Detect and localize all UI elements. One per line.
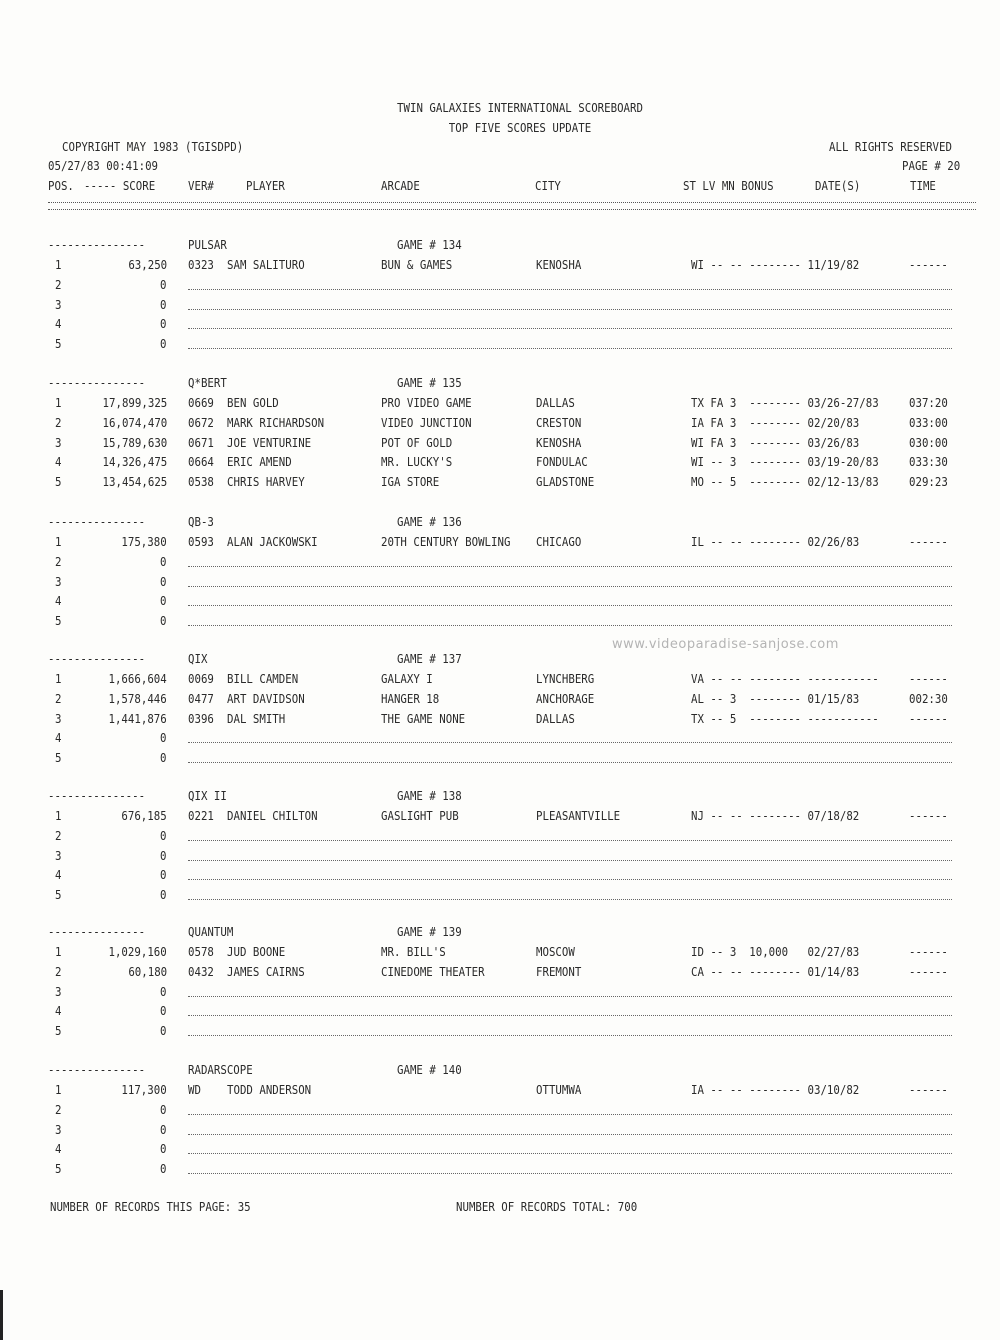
entry-pos: 4 xyxy=(55,454,62,470)
entry-score: 1,441,876 xyxy=(108,710,167,726)
entry-player: TODD ANDERSON xyxy=(227,1082,312,1097)
game-name: QB-3 xyxy=(188,514,214,529)
entry-city: KENOSHA xyxy=(536,434,582,450)
entry-ver: 0432 xyxy=(188,963,214,979)
entry-player: JAMES CAIRNS xyxy=(227,963,305,979)
game-number: GAME # 140 xyxy=(397,1062,462,1077)
section-dashes: --------------- xyxy=(48,651,146,666)
records-total: NUMBER OF RECORDS TOTAL: 700 xyxy=(456,1199,638,1214)
empty-row-dots xyxy=(188,605,952,606)
empty-pos: 2 xyxy=(55,553,62,569)
empty-row-dots xyxy=(188,289,952,290)
empty-pos: 3 xyxy=(55,847,62,863)
empty-row-dots xyxy=(188,840,952,841)
empty-score: 0 xyxy=(160,847,167,863)
entry-arcade: PRO VIDEO GAME xyxy=(381,395,472,410)
empty-pos: 2 xyxy=(55,276,62,292)
entry-player: BILL CAMDEN xyxy=(227,671,299,686)
entry-pos: 1 xyxy=(55,534,62,549)
page-number: PAGE # 20 xyxy=(902,158,961,173)
game-number: GAME # 134 xyxy=(397,237,462,252)
header-divider xyxy=(48,202,976,210)
empty-row-dots xyxy=(188,1173,952,1174)
empty-pos: 5 xyxy=(55,887,62,903)
entry-time: ------ xyxy=(909,944,948,959)
empty-score: 0 xyxy=(160,730,167,746)
entry-player: BEN GOLD xyxy=(227,395,279,410)
entry-city: DALLAS xyxy=(536,395,575,410)
entry-score: 175,380 xyxy=(121,534,167,549)
empty-row-dots xyxy=(188,566,952,567)
entry-pos: 2 xyxy=(55,690,62,706)
entry-score: 63,250 xyxy=(128,257,167,272)
game-number: GAME # 135 xyxy=(397,375,462,390)
entry-ver: 0221 xyxy=(188,808,214,823)
game-name: PULSAR xyxy=(188,237,227,252)
entry-time: ------ xyxy=(909,710,948,726)
entry-pos: 5 xyxy=(55,474,62,490)
empty-score: 0 xyxy=(160,750,167,766)
entry-score: 15,789,630 xyxy=(102,434,167,450)
entry-ver: 0477 xyxy=(188,690,214,706)
empty-pos: 5 xyxy=(55,613,62,629)
entry-player: CHRIS HARVEY xyxy=(227,474,305,490)
empty-row-dots xyxy=(188,1134,952,1135)
entry-ver: 0671 xyxy=(188,434,214,450)
col-pos: POS. xyxy=(48,178,74,193)
empty-row-dots xyxy=(188,625,952,626)
entry-st-lv-mn-bonus-date: WI -- 3 -------- 03/19-20/83 xyxy=(691,454,879,470)
empty-score: 0 xyxy=(160,983,167,999)
scan-edge-mark xyxy=(0,1290,3,1340)
section-dashes: --------------- xyxy=(48,375,146,390)
empty-row-dots xyxy=(188,899,952,900)
entry-arcade: MR. BILL'S xyxy=(381,944,446,959)
empty-pos: 5 xyxy=(55,750,62,766)
game-name: QIX II xyxy=(188,788,227,803)
entry-ver: 0672 xyxy=(188,414,214,430)
entry-pos: 2 xyxy=(55,963,62,979)
entry-player: ALAN JACKOWSKI xyxy=(227,534,318,549)
game-number: GAME # 139 xyxy=(397,924,462,939)
entry-score: 1,666,604 xyxy=(108,671,167,686)
section-dashes: --------------- xyxy=(48,788,146,803)
entry-time: ------ xyxy=(909,671,948,686)
entry-city: PLEASANTVILLE xyxy=(536,808,621,823)
report-subtitle: TOP FIVE SCORES UPDATE xyxy=(448,120,592,135)
entry-ver: 0669 xyxy=(188,395,214,410)
entry-ver: 0664 xyxy=(188,454,214,470)
entry-city: ANCHORAGE xyxy=(536,690,595,706)
game-number: GAME # 137 xyxy=(397,651,462,666)
empty-row-dots xyxy=(188,860,952,861)
watermark-text: www.videoparadise-sanjose.com xyxy=(612,637,839,652)
entry-city: FONDULAC xyxy=(536,454,588,470)
empty-score: 0 xyxy=(160,1141,167,1157)
entry-arcade: CINEDOME THEATER xyxy=(381,963,485,979)
empty-score: 0 xyxy=(160,1003,167,1019)
empty-pos: 3 xyxy=(55,983,62,999)
entry-score: 60,180 xyxy=(128,963,167,979)
empty-score: 0 xyxy=(160,296,167,312)
entry-st-lv-mn-bonus-date: IL -- -- -------- 02/26/83 xyxy=(691,534,860,549)
entry-arcade: 20TH CENTURY BOWLING xyxy=(381,534,511,549)
empty-pos: 4 xyxy=(55,730,62,746)
entry-st-lv-mn-bonus-date: MO -- 5 -------- 02/12-13/83 xyxy=(691,474,879,490)
entry-pos: 2 xyxy=(55,414,62,430)
empty-row-dots xyxy=(188,1114,952,1115)
entry-city: FREMONT xyxy=(536,963,582,979)
entry-time: 037:20 xyxy=(909,395,948,410)
entry-pos: 1 xyxy=(55,944,62,959)
entry-pos: 1 xyxy=(55,395,62,410)
empty-pos: 4 xyxy=(55,593,62,609)
entry-time: ------ xyxy=(909,808,948,823)
section-dashes: --------------- xyxy=(48,924,146,939)
entry-st-lv-mn-bonus-date: NJ -- -- -------- 07/18/82 xyxy=(691,808,860,823)
entry-score: 1,578,446 xyxy=(108,690,167,706)
empty-pos: 4 xyxy=(55,1141,62,1157)
entry-city: KENOSHA xyxy=(536,257,582,272)
empty-pos: 3 xyxy=(55,573,62,589)
entry-pos: 1 xyxy=(55,808,62,823)
entry-ver: WD xyxy=(188,1082,201,1097)
entry-time: 033:30 xyxy=(909,454,948,470)
entry-player: SAM SALITURO xyxy=(227,257,305,272)
empty-pos: 3 xyxy=(55,1121,62,1137)
section-dashes: --------------- xyxy=(48,1062,146,1077)
empty-score: 0 xyxy=(160,336,167,352)
col-arcade: ARCADE xyxy=(381,178,420,193)
entry-city: CHICAGO xyxy=(536,534,582,549)
entry-st-lv-mn-bonus-date: CA -- -- -------- 01/14/83 xyxy=(691,963,860,979)
entry-city: CRESTON xyxy=(536,414,582,430)
entry-ver: 0323 xyxy=(188,257,214,272)
entry-score: 14,326,475 xyxy=(102,454,167,470)
entry-arcade: VIDEO JUNCTION xyxy=(381,414,472,430)
empty-score: 0 xyxy=(160,867,167,883)
entry-player: ERIC AMEND xyxy=(227,454,292,470)
empty-score: 0 xyxy=(160,1101,167,1117)
game-name: QUANTUM xyxy=(188,924,234,939)
entry-pos: 3 xyxy=(55,434,62,450)
col-city: CITY xyxy=(535,178,561,193)
empty-pos: 2 xyxy=(55,827,62,843)
section-dashes: --------------- xyxy=(48,514,146,529)
empty-score: 0 xyxy=(160,553,167,569)
col-time: TIME xyxy=(910,178,936,193)
entry-arcade: IGA STORE xyxy=(381,474,440,490)
entry-arcade: HANGER 18 xyxy=(381,690,440,706)
entry-st-lv-mn-bonus-date: IA -- -- -------- 03/10/82 xyxy=(691,1082,860,1097)
entry-ver: 0069 xyxy=(188,671,214,686)
entry-time: ------ xyxy=(909,534,948,549)
empty-score: 0 xyxy=(160,827,167,843)
entry-time: ------ xyxy=(909,963,948,979)
entry-arcade: BUN & GAMES xyxy=(381,257,453,272)
empty-pos: 3 xyxy=(55,296,62,312)
entry-player: DAL SMITH xyxy=(227,710,286,726)
entry-st-lv-mn-bonus-date: TX FA 3 -------- 03/26-27/83 xyxy=(691,395,879,410)
entry-st-lv-mn-bonus-date: WI -- -- -------- 11/19/82 xyxy=(691,257,860,272)
entry-ver: 0538 xyxy=(188,474,214,490)
entry-time: 030:00 xyxy=(909,434,948,450)
entry-city: GLADSTONE xyxy=(536,474,595,490)
entry-time: ------ xyxy=(909,1082,948,1097)
game-name: QIX xyxy=(188,651,208,666)
entry-arcade: THE GAME NONE xyxy=(381,710,466,726)
entry-player: MARK RICHARDSON xyxy=(227,414,325,430)
entry-time: 002:30 xyxy=(909,690,948,706)
entry-score: 676,185 xyxy=(121,808,167,823)
entry-player: DANIEL CHILTON xyxy=(227,808,318,823)
empty-row-dots xyxy=(188,996,952,997)
game-number: GAME # 138 xyxy=(397,788,462,803)
empty-score: 0 xyxy=(160,593,167,609)
entry-pos: 1 xyxy=(55,257,62,272)
entry-ver: 0578 xyxy=(188,944,214,959)
empty-row-dots xyxy=(188,742,952,743)
empty-score: 0 xyxy=(160,887,167,903)
empty-pos: 5 xyxy=(55,336,62,352)
entry-time: 033:00 xyxy=(909,414,948,430)
entry-city: DALLAS xyxy=(536,710,575,726)
empty-row-dots xyxy=(188,348,952,349)
empty-row-dots xyxy=(188,309,952,310)
entry-pos: 1 xyxy=(55,1082,62,1097)
entry-st-lv-mn-bonus-date: VA -- -- -------- ----------- xyxy=(691,671,879,686)
entry-st-lv-mn-bonus-date: IA FA 3 -------- 02/20/83 xyxy=(691,414,860,430)
empty-score: 0 xyxy=(160,316,167,332)
entry-st-lv-mn-bonus-date: ID -- 3 10,000 02/27/83 xyxy=(691,944,860,959)
empty-pos: 4 xyxy=(55,316,62,332)
report-timestamp: 05/27/83 00:41:09 xyxy=(48,158,159,173)
empty-row-dots xyxy=(188,1035,952,1036)
empty-row-dots xyxy=(188,762,952,763)
entry-st-lv-mn-bonus-date: TX -- 5 -------- ----------- xyxy=(691,710,879,726)
empty-pos: 5 xyxy=(55,1161,62,1177)
entry-score: 117,300 xyxy=(121,1082,167,1097)
empty-score: 0 xyxy=(160,1023,167,1039)
records-this-page: NUMBER OF RECORDS THIS PAGE: 35 xyxy=(50,1199,251,1214)
report-title: TWIN GALAXIES INTERNATIONAL SCOREBOARD xyxy=(397,100,643,115)
empty-score: 0 xyxy=(160,613,167,629)
game-name: Q*BERT xyxy=(188,375,227,390)
entry-arcade: POT OF GOLD xyxy=(381,434,453,450)
entry-time: 029:23 xyxy=(909,474,948,490)
col-dates: DATE(S) xyxy=(815,178,861,193)
empty-row-dots xyxy=(188,328,952,329)
empty-row-dots xyxy=(188,879,952,880)
rights-line: ALL RIGHTS RESERVED xyxy=(829,139,952,154)
entry-score: 13,454,625 xyxy=(102,474,167,490)
empty-row-dots xyxy=(188,586,952,587)
empty-row-dots xyxy=(188,1153,952,1154)
entry-arcade: MR. LUCKY'S xyxy=(381,454,453,470)
entry-player: ART DAVIDSON xyxy=(227,690,305,706)
copyright-line: COPYRIGHT MAY 1983 (TGISDPD) xyxy=(62,139,244,154)
entry-city: MOSCOW xyxy=(536,944,575,959)
empty-pos: 2 xyxy=(55,1101,62,1117)
section-dashes: --------------- xyxy=(48,237,146,252)
entry-player: JUD BOONE xyxy=(227,944,286,959)
game-name: RADARSCOPE xyxy=(188,1062,253,1077)
entry-ver: 0396 xyxy=(188,710,214,726)
empty-pos: 4 xyxy=(55,1003,62,1019)
entry-city: LYNCHBERG xyxy=(536,671,595,686)
empty-score: 0 xyxy=(160,573,167,589)
entry-player: JOE VENTURINE xyxy=(227,434,312,450)
empty-score: 0 xyxy=(160,276,167,292)
entry-arcade: GASLIGHT PUB xyxy=(381,808,459,823)
empty-row-dots xyxy=(188,1015,952,1016)
col-st-lv-mn-bonus: ST LV MN BONUS xyxy=(683,178,774,193)
col-score: ----- SCORE xyxy=(84,178,156,193)
game-number: GAME # 136 xyxy=(397,514,462,529)
entry-time: ------ xyxy=(909,257,948,272)
empty-pos: 4 xyxy=(55,867,62,883)
entry-score: 17,899,325 xyxy=(102,395,167,410)
col-player: PLAYER xyxy=(246,178,285,193)
entry-pos: 3 xyxy=(55,710,62,726)
col-ver: VER# xyxy=(188,178,214,193)
empty-score: 0 xyxy=(160,1161,167,1177)
entry-st-lv-mn-bonus-date: WI FA 3 -------- 03/26/83 xyxy=(691,434,860,450)
entry-score: 1,029,160 xyxy=(108,944,167,959)
entry-arcade: GALAXY I xyxy=(381,671,433,686)
entry-st-lv-mn-bonus-date: AL -- 3 -------- 01/15/83 xyxy=(691,690,860,706)
entry-ver: 0593 xyxy=(188,534,214,549)
entry-score: 16,074,470 xyxy=(102,414,167,430)
entry-city: OTTUMWA xyxy=(536,1082,582,1097)
entry-pos: 1 xyxy=(55,671,62,686)
empty-pos: 5 xyxy=(55,1023,62,1039)
empty-score: 0 xyxy=(160,1121,167,1137)
